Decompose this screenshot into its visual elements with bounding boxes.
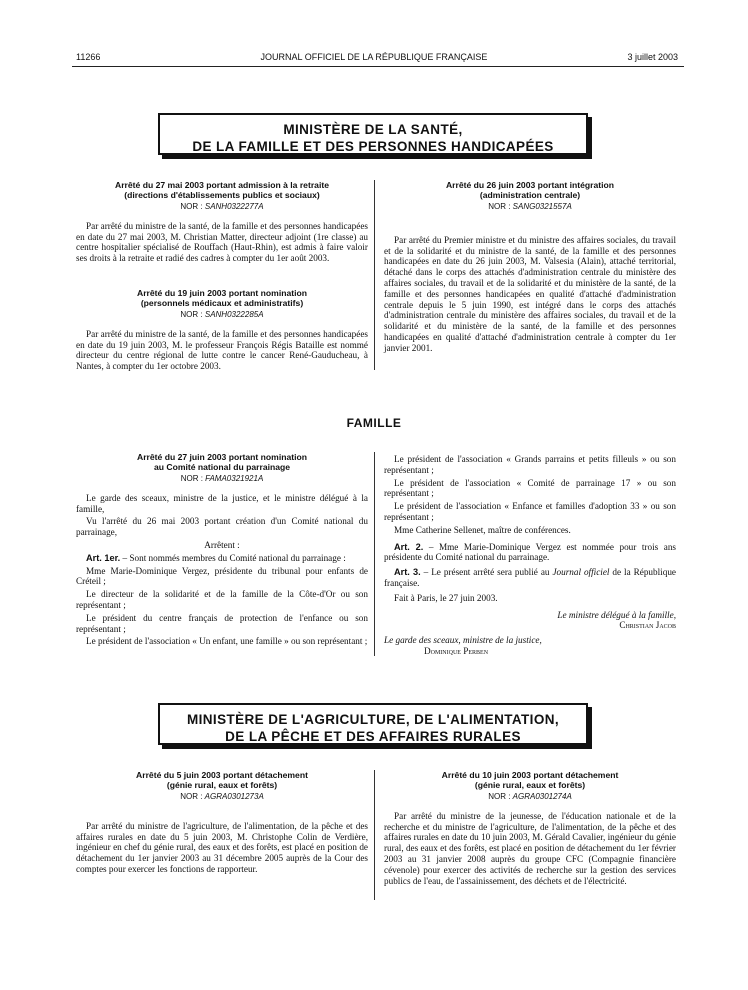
nor-reference: NOR : AGRA0301274A: [488, 792, 572, 801]
nor-reference: NOR : FAMA0321921A: [180, 474, 264, 483]
member: Le directeur de la solidarité et de la famille de la Côte-d'Or ou son représentant ;: [76, 589, 368, 610]
arrete-detachement-cavalier: [384, 770, 676, 888]
header-rule: [72, 66, 684, 67]
arrete-detachement-colin: [76, 770, 368, 877]
arrete-subtitle: (administration centrale): [479, 190, 581, 200]
signatory-name: Christian Jacob: [619, 620, 676, 631]
ministry-sante-line1: MINISTÈRE DE LA SANTÉ,: [283, 122, 463, 137]
signature-garde-des-sceaux: [384, 635, 676, 657]
ministry-agriculture-line2: DE LA PÊCHE ET DES AFFAIRES RURALES: [225, 729, 521, 744]
member: Mme Catherine Sellenet, maître de conférences.: [394, 524, 571, 535]
column-divider: [374, 770, 375, 900]
ministry-agriculture-line1: MINISTÈRE DE L'AGRICULTURE, DE L'ALIMENTATION,: [186, 712, 560, 727]
arrete-body: Par arrêté du ministre de la jeunesse, de l'éducation nationale et de la recherche et du ministre de l'agriculture, de l'alimentation, de la pêche et des affaires rurales en date du 10 juin 2003, M. Gérald Cavalier, ingénieur du génie rural, des eaux et des forêts, est placé en position de détachement du 1er février 2003 au 31 janvier 2008 auprès du groupe CFC (Compagnie financière cévenole) pour exercer des activités de recherche sur la gestion des services publics de l'eau, de l'assainissement, des déchets et de l'électricité.: [384, 810, 676, 886]
arrete-subtitle: (génie rural, eaux et forêts): [474, 780, 586, 790]
member: Le président de l'association « Comité de parrainage 17 » ou son représentant ;: [384, 477, 676, 499]
section-famille-heading: FAMILLE: [346, 416, 402, 430]
issue-date: 3 juillet 2003: [627, 52, 678, 62]
arrete-body: Par arrêté du ministre de la santé, de la famille et des personnes handicapées en date du 19 juin 2003, M. le professeur François Régis Bataille est nommé directeur du centre régional de lutte contre le cancer René-Gauducheau, à Nantes, à compter du 1er octobre 2003.: [76, 328, 368, 372]
nor-reference: NOR : AGRA0301273A: [180, 792, 264, 801]
arrete-title: Arrêté du 10 juin 2003 portant détachement: [441, 770, 619, 780]
arretent: Arrêtent :: [204, 539, 240, 550]
member: Le président de l'association « Enfance et familles d'adoption 33 » ou son représentant ;: [384, 501, 676, 522]
arrete-body: Par arrêté du ministre de la santé, de la famille et des personnes handicapées en date du 27 mai 2003, M. Christian Matter, directeur adjoint (1re classe) au centre hospitalier spécialisé de Rouffach (Haut-Rhin), est admis à faire valoir ses droits à la retraite et radié des cadres à compter du 1er août 2003.: [76, 220, 368, 264]
arrete-title: Arrêté du 26 juin 2003 portant intégration: [445, 180, 615, 190]
signatory-name: Dominique Perben: [424, 645, 489, 656]
ministry-sante-box: [158, 113, 588, 155]
arrete-retraite: [76, 180, 368, 266]
arrete-nomination-cancer: [76, 288, 368, 374]
nor-reference: NOR : SANH0322277A: [180, 202, 264, 211]
member: Mme Marie-Dominique Vergez, présidente du tribunal pour enfants de Créteil ;: [76, 565, 368, 587]
arrete-title: Arrêté du 27 mai 2003 portant admission à la retraite: [115, 180, 329, 190]
nor-reference: NOR : SANH0322285A: [180, 310, 264, 319]
arrete-subtitle: (directions d'établissements publics et sociaux): [124, 190, 320, 200]
article-1: Art. 1er. – Sont nommés membres du Comité national du parrainage :: [86, 552, 346, 563]
ministry-agriculture-box: [158, 703, 588, 745]
column-divider: [374, 180, 375, 370]
arrete-title: Arrêté du 5 juin 2003 portant détachement: [136, 770, 308, 780]
arrete-body: Par arrêté du ministre de l'agriculture, de l'alimentation, de la pêche et des affaires rurales en date du 5 juin 2003, M. Christophe Colin de Verdière, ingénieur en chef du génie rural, des eaux et des forêts, est placé en position de détachement du 1er janvier 2003 au 31 décembre 2005 auprès de la Cour des comptes pour exercer les fonctions de rapporteur.: [76, 820, 368, 874]
arrete-subtitle: (personnels médicaux et administratifs): [140, 298, 304, 308]
member: Le président du centre français de protection de l'enfance ou son représentant ;: [76, 612, 368, 634]
member: Le président de l'association « Grands parrains et petits filleuls » ou son représentant ;: [384, 454, 676, 475]
arrete-title: Arrêté du 19 juin 2003 portant nomination: [137, 288, 307, 298]
member: Le président de l'association « Un enfant, une famille » ou son représentant ;: [86, 636, 368, 647]
arrete-title: Arrêté du 27 juin 2003 portant nomination: [137, 452, 307, 462]
nor-reference: NOR : SANG0321557A: [488, 202, 572, 211]
visa: Vu l'arrêté du 26 mai 2003 portant création d'un Comité national du parrainage,: [76, 516, 368, 538]
article-2: Art. 2. – Mme Marie-Dominique Vergez est nommée pour trois ans présidente du Comité national du parrainage.: [384, 541, 676, 563]
column-divider: [374, 452, 375, 656]
arrete-subtitle: (génie rural, eaux et forêts): [166, 780, 278, 790]
signatory-title: Le ministre délégué à la famille,: [557, 609, 676, 620]
ministry-sante-line2: DE LA FAMILLE ET DES PERSONNES HANDICAPÉES: [192, 139, 554, 154]
arrete-integration: [384, 180, 676, 356]
signatory-title: Le garde des sceaux, ministre de la justice,: [384, 635, 542, 646]
page-number: 11266: [76, 52, 101, 62]
arrete-body: Par arrêté du Premier ministre et du ministre des affaires sociales, du travail et de la solidarité et du ministre de la santé, de la famille et des personnes handicapées en date du 26 juin 2003, M. Valsesia (Alain), attaché territorial, détaché dans le corps des attachés d'administration centrale du ministère des affaires sociales, du travail et de la solidarité et du ministère de la santé, de la famille et des personnes handicapées en qualité d'attaché d'administration centrale depuis le 5 juin 1990, est intégré dans le corps des attachés d'administration centrale du ministère des affaires sociales, du travail et de la solidarité et du ministère de la santé, de la famille et des personnes handicapées en qualité d'attaché d'administration centrale à compter du 1er janvier 2001.: [384, 234, 676, 353]
arrete-subtitle: au Comité national du parrainage: [153, 462, 291, 472]
signature-ministre-famille: [384, 610, 676, 632]
journal-title: JOURNAL OFFICIEL DE LA RÉPUBLIQUE FRANÇAISE: [260, 52, 488, 62]
preamble: Le garde des sceaux, ministre de la justice, et le ministre délégué à la famille,: [76, 492, 368, 514]
article-3: Art. 3. – Le présent arrêté sera publié au Journal officiel de la République française.: [384, 567, 676, 588]
arrete-comite-parrainage: [76, 452, 368, 649]
fait-a-paris: Fait à Paris, le 27 juin 2003.: [394, 592, 498, 603]
arrete-comite-parrainage-cont: [384, 454, 676, 657]
